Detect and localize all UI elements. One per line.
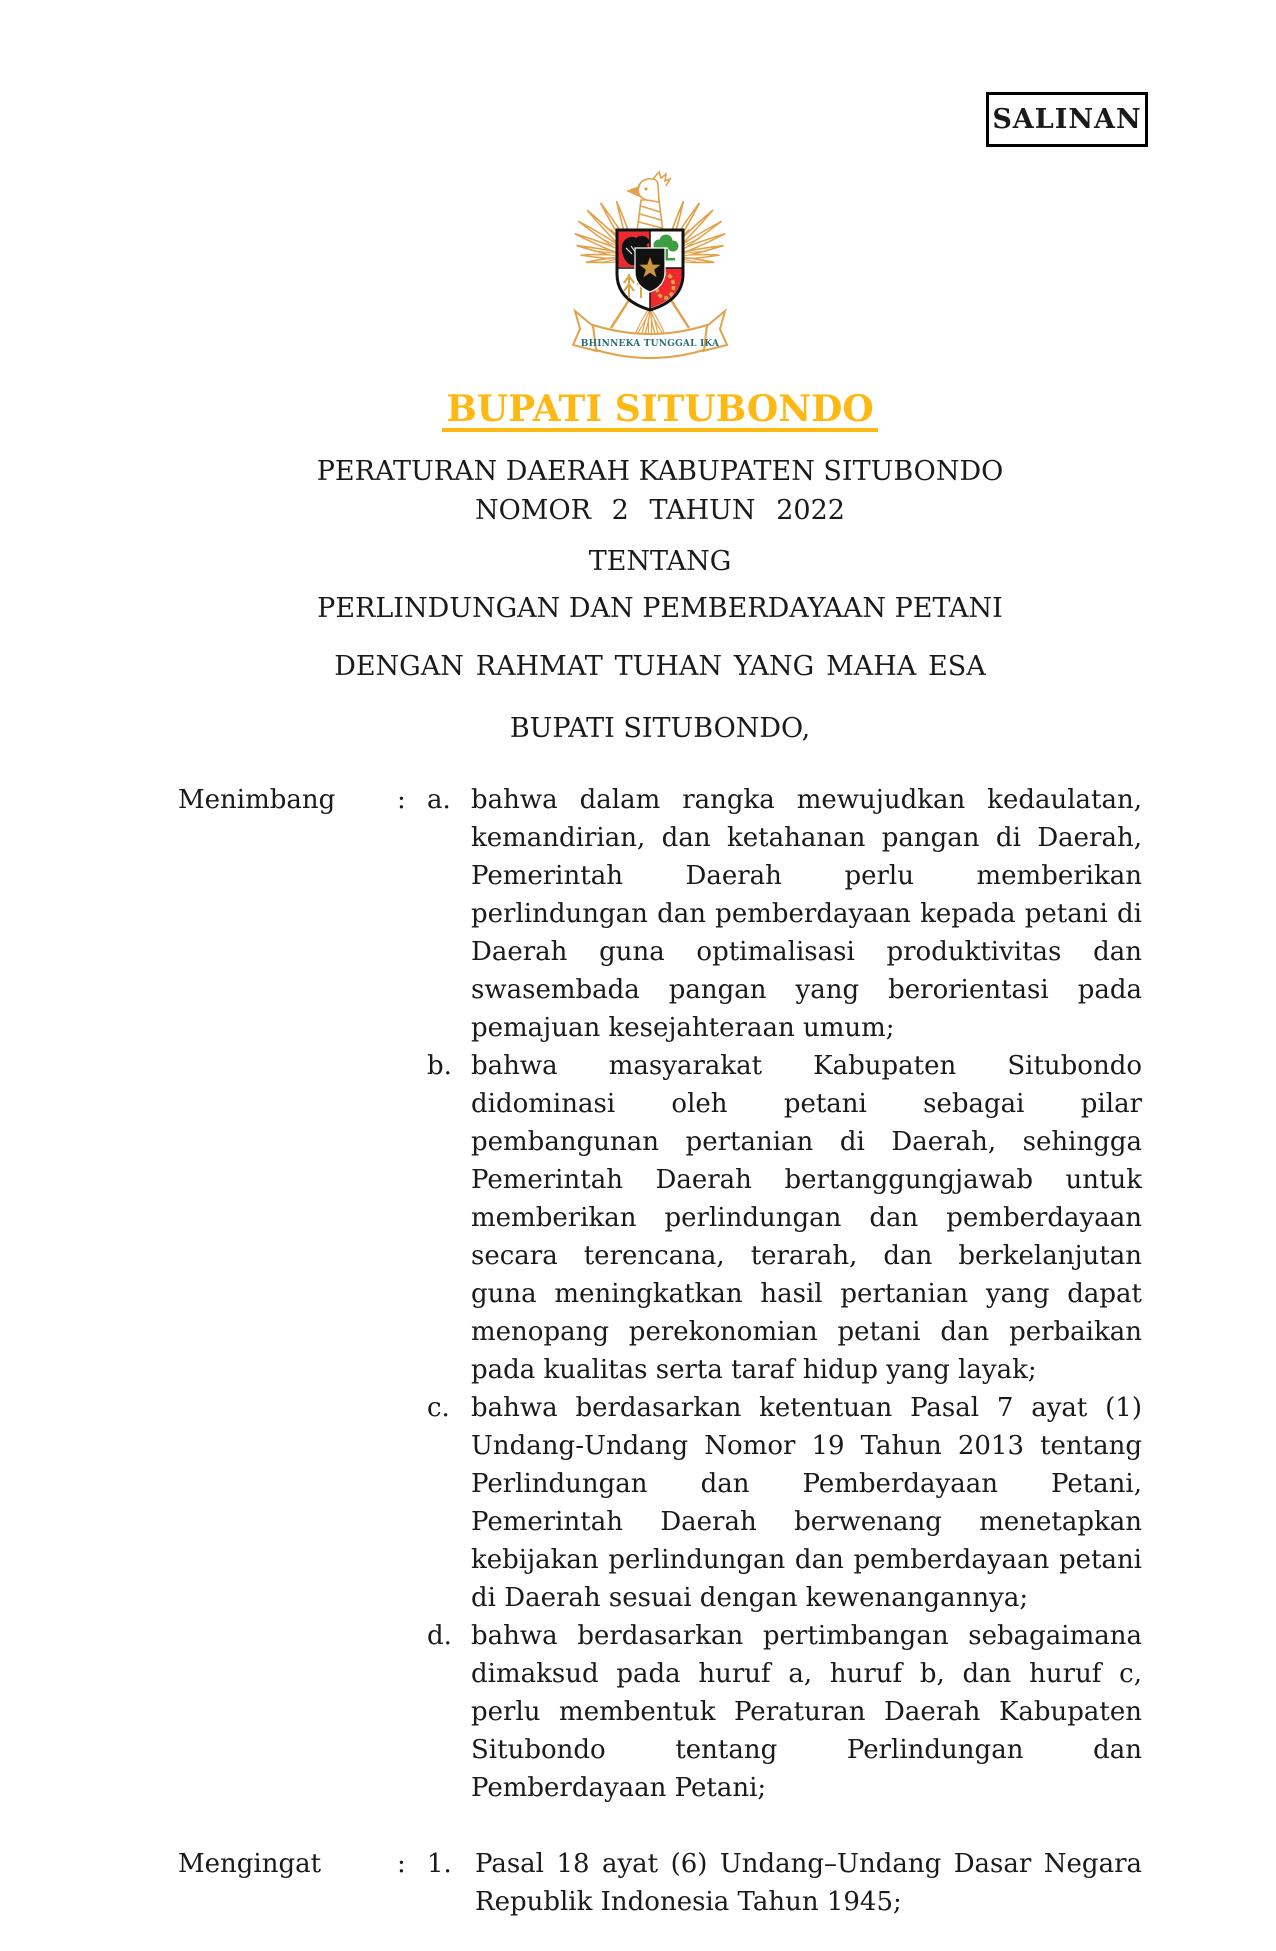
heading-invocation: DENGAN RAHMAT TUHAN YANG MAHA ESA	[334, 651, 986, 682]
remembering-colon: :	[397, 1849, 406, 1879]
item-text: bahwa masyarakat Kabupaten Situbondo didominasi oleh petani sebagai pilar pembangunan pertanian di Daerah, sehingga Pemerintah Daerah bertanggungjawab untuk memberikan perlindungan dan pemberdayaan secara terencana, terarah, dan berkelanjutan guna meningkatkan hasil pertanian yang dapat menopang perekonomian petani dan perbaikan pada kualitas serta taraf hidup yang layak;	[471, 1051, 1142, 1385]
remembering-items	[427, 1845, 1142, 1921]
considering-section	[178, 781, 1142, 1807]
heading-authority-text: BUPATI SITUBONDO	[442, 392, 877, 432]
considering-colon: :	[397, 785, 406, 815]
considering-items	[427, 781, 1142, 1807]
item-marker: 1.	[427, 1849, 452, 1879]
item-text: bahwa berdasarkan ketentuan Pasal 7 ayat (1) Undang-Undang Nomor 19 Tahun 2013 tentang Perlindungan dan Pemberdayaan Petani, Pemerintah Daerah berwenang menetapkan kebijakan perlindungan dan pemberdayaan petani di Daerah sesuai dengan kewenangannya;	[471, 1393, 1142, 1613]
heading-subject: PERLINDUNGAN DAN PEMBERDAYAAN PETANI	[317, 593, 1003, 624]
remembering-section	[178, 1845, 1142, 1921]
considering-item-b	[427, 1047, 1142, 1389]
salinan-stamp	[986, 92, 1148, 147]
item-marker: a.	[427, 785, 451, 815]
item-marker: c.	[427, 1393, 450, 1423]
item-marker: d.	[427, 1621, 452, 1651]
considering-item-d	[427, 1617, 1142, 1807]
emblem-motto: BHINNEKA TUNGGAL IKA	[580, 339, 720, 349]
salinan-stamp-label: SALINAN	[992, 104, 1142, 135]
item-text: bahwa dalam rangka mewujudkan kedaulatan, kemandirian, dan ketahanan pangan di Daerah, Pemerintah Daerah perlu memberikan perlindungan dan pemberdayaan kepada petani di Daerah guna optimalisasi produktivitas dan swasembada pangan yang berorientasi pada pemajuan kesejahteraan umum;	[471, 785, 1142, 1043]
heading-doc-type: PERATURAN DAERAH KABUPATEN SITUBONDO	[316, 456, 1004, 487]
heading-number: NOMOR 2 TAHUN 2022	[475, 495, 845, 526]
considering-item-a	[427, 781, 1142, 1047]
heading-about-label: TENTANG	[588, 546, 732, 577]
remembering-label: Mengingat	[178, 1849, 322, 1879]
item-text: bahwa berdasarkan pertimbangan sebagaimana dimaksud pada huruf a, huruf b, dan huruf c, perlu membentuk Peraturan Daerah Kabupaten Situbondo tentang Perlindungan dan Pemberdayaan Petani;	[471, 1621, 1142, 1803]
item-marker: b.	[427, 1051, 452, 1081]
heading-issuer: BUPATI SITUBONDO,	[509, 713, 811, 744]
considering-label: Menimbang	[178, 785, 336, 815]
document-body	[178, 781, 1142, 1921]
considering-item-c	[427, 1389, 1142, 1617]
garuda-pancasila-icon	[553, 162, 747, 367]
heading-authority	[178, 388, 1142, 432]
remembering-item-1	[427, 1845, 1142, 1921]
item-text: Pasal 18 ayat (6) Undang–Undang Dasar Negara Republik Indonesia Tahun 1945;	[475, 1849, 1142, 1917]
